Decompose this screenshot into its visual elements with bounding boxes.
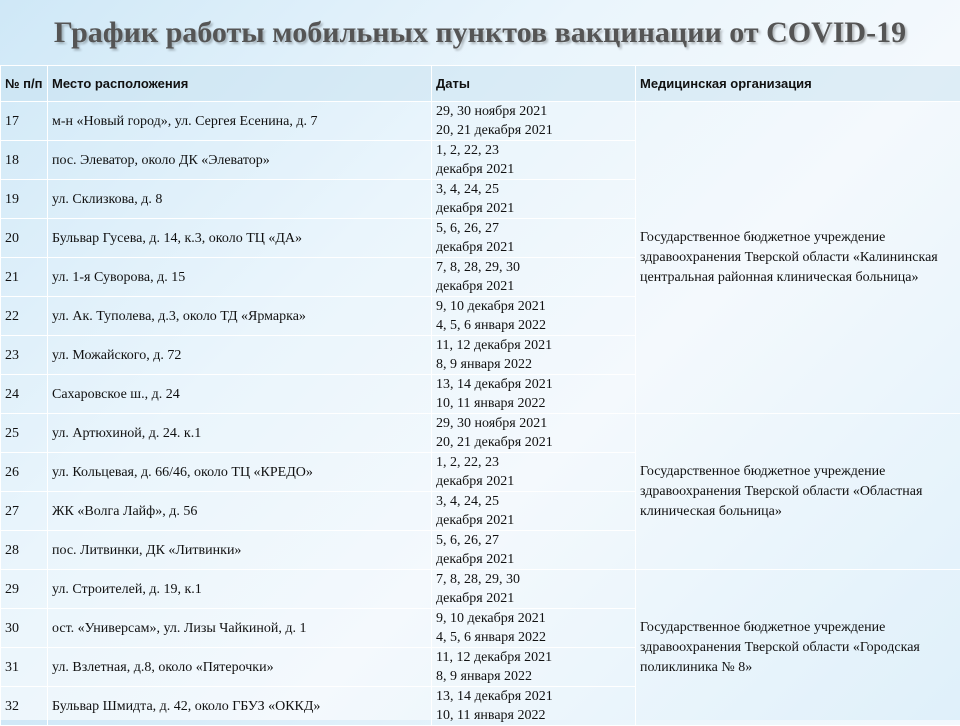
- row-dates: [432, 219, 636, 258]
- date-line-2: декабря 2021: [436, 277, 635, 296]
- date-line-2: декабря 2021: [436, 238, 635, 257]
- row-location: ул. Артюхиной, д. 24. к.1: [48, 414, 432, 453]
- date-line-1: 11, 12 декабря 2021: [436, 648, 635, 667]
- date-line-1: 3, 4, 24, 25: [436, 492, 635, 511]
- row-number: 28: [1, 531, 48, 570]
- row-number: 31: [1, 648, 48, 687]
- date-line-2: декабря 2021: [436, 550, 635, 569]
- medical-organization: Государственное бюджетное учреждение здравоохранения Тверской области «Калининская центральная районная клиническая больница»: [636, 102, 960, 414]
- row-dates: [432, 609, 636, 648]
- row-number: 20: [1, 219, 48, 258]
- header-number: № п/п: [1, 66, 48, 102]
- date-line-2: 4, 5, 6 января 2022: [436, 316, 635, 335]
- date-line-1: 9, 10 декабря 2021: [436, 609, 635, 628]
- row-number: 26: [1, 453, 48, 492]
- row-number: 24: [1, 375, 48, 414]
- row-location: м-н «Новый город», ул. Сергея Есенина, д. 7: [48, 102, 432, 141]
- row-dates: [432, 258, 636, 297]
- row-dates: [432, 648, 636, 687]
- row-dates: [432, 180, 636, 219]
- row-dates: [432, 453, 636, 492]
- row-location: ул. 1-я Суворова, д. 15: [48, 258, 432, 297]
- table-header-row: [1, 66, 960, 102]
- row-location: ул. Кольцевая, д. 66/46, около ТЦ «КРЕДО»: [48, 453, 432, 492]
- date-line-1: 11, 12 декабря 2021: [436, 336, 635, 355]
- row-number: 23: [1, 336, 48, 375]
- row-dates: [432, 141, 636, 180]
- row-location: ЖК «Волга Лайф», д. 56: [48, 492, 432, 531]
- date-line-2: 10, 11 января 2022: [436, 394, 635, 413]
- medical-organization: Государственное бюджетное учреждение здравоохранения Тверской области «Областная клиническая больница»: [636, 414, 960, 570]
- row-dates: [432, 570, 636, 609]
- row-number: 21: [1, 258, 48, 297]
- header-dates: Даты: [432, 66, 636, 102]
- table-row: [1, 570, 960, 609]
- date-line-1: 1, 2, 22, 23: [436, 453, 635, 472]
- row-number: 27: [1, 492, 48, 531]
- row-number: 19: [1, 180, 48, 219]
- header-organization: Медицинская организация: [636, 66, 960, 102]
- row-location: ул. Взлетная, д.8, около «Пятерочки»: [48, 648, 432, 687]
- date-line-2: 10, 11 января 2022: [436, 706, 635, 725]
- date-line-2: декабря 2021: [436, 589, 635, 608]
- date-line-2: 8, 9 января 2022: [436, 667, 635, 686]
- date-line-2: 8, 9 января 2022: [436, 355, 635, 374]
- date-line-2: 20, 21 декабря 2021: [436, 433, 635, 452]
- row-dates: [432, 492, 636, 531]
- date-line-2: декабря 2021: [436, 199, 635, 218]
- row-location: ул. Можайского, д. 72: [48, 336, 432, 375]
- schedule-table: [0, 65, 960, 726]
- row-number: 17: [1, 102, 48, 141]
- row-location: пос. Литвинки, ДК «Литвинки»: [48, 531, 432, 570]
- row-dates: [432, 102, 636, 141]
- date-line-1: 13, 14 декабря 2021: [436, 375, 635, 394]
- row-number: 25: [1, 414, 48, 453]
- row-location: Сахаровское ш., д. 24: [48, 375, 432, 414]
- date-line-1: 7, 8, 28, 29, 30: [436, 570, 635, 589]
- date-line-1: 5, 6, 26, 27: [436, 219, 635, 238]
- row-number: 30: [1, 609, 48, 648]
- row-location: ул. Склизкова, д. 8: [48, 180, 432, 219]
- date-line-1: 9, 10 декабря 2021: [436, 297, 635, 316]
- row-dates: [432, 336, 636, 375]
- row-number: 32: [1, 687, 48, 726]
- row-dates: [432, 414, 636, 453]
- date-line-1: 29, 30 ноября 2021: [436, 102, 635, 121]
- date-line-2: 20, 21 декабря 2021: [436, 121, 635, 140]
- table-row: [1, 102, 960, 141]
- date-line-1: 29, 30 ноября 2021: [436, 414, 635, 433]
- row-number: 22: [1, 297, 48, 336]
- date-line-1: 5, 6, 26, 27: [436, 531, 635, 550]
- row-location: Бульвар Шмидта, д. 42, около ГБУЗ «ОККД»: [48, 687, 432, 726]
- medical-organization: Государственное бюджетное учреждение здравоохранения Тверской области «Городская поликлиника № 8»: [636, 570, 960, 726]
- row-location: ул. Ак. Туполева, д.3, около ТД «Ярмарка»: [48, 297, 432, 336]
- row-location: ул. Строителей, д. 19, к.1: [48, 570, 432, 609]
- date-line-2: 4, 5, 6 января 2022: [436, 628, 635, 647]
- date-line-1: 13, 14 декабря 2021: [436, 687, 635, 706]
- date-line-2: декабря 2021: [436, 160, 635, 179]
- table-row: [1, 414, 960, 453]
- date-line-1: 7, 8, 28, 29, 30: [436, 258, 635, 277]
- date-line-2: декабря 2021: [436, 472, 635, 491]
- row-number: 18: [1, 141, 48, 180]
- date-line-1: 1, 2, 22, 23: [436, 141, 635, 160]
- date-line-1: 3, 4, 24, 25: [436, 180, 635, 199]
- row-location: Бульвар Гусева, д. 14, к.3, около ТЦ «ДА»: [48, 219, 432, 258]
- row-dates: [432, 297, 636, 336]
- date-line-2: декабря 2021: [436, 511, 635, 530]
- row-location: ост. «Универсам», ул. Лизы Чайкиной, д. 1: [48, 609, 432, 648]
- row-location: пос. Элеватор, около ДК «Элеватор»: [48, 141, 432, 180]
- row-dates: [432, 375, 636, 414]
- row-number: 29: [1, 570, 48, 609]
- page-title: График работы мобильных пунктов вакцинации от COVID-19: [0, 16, 960, 50]
- header-location: Место расположения: [48, 66, 432, 102]
- row-dates: [432, 531, 636, 570]
